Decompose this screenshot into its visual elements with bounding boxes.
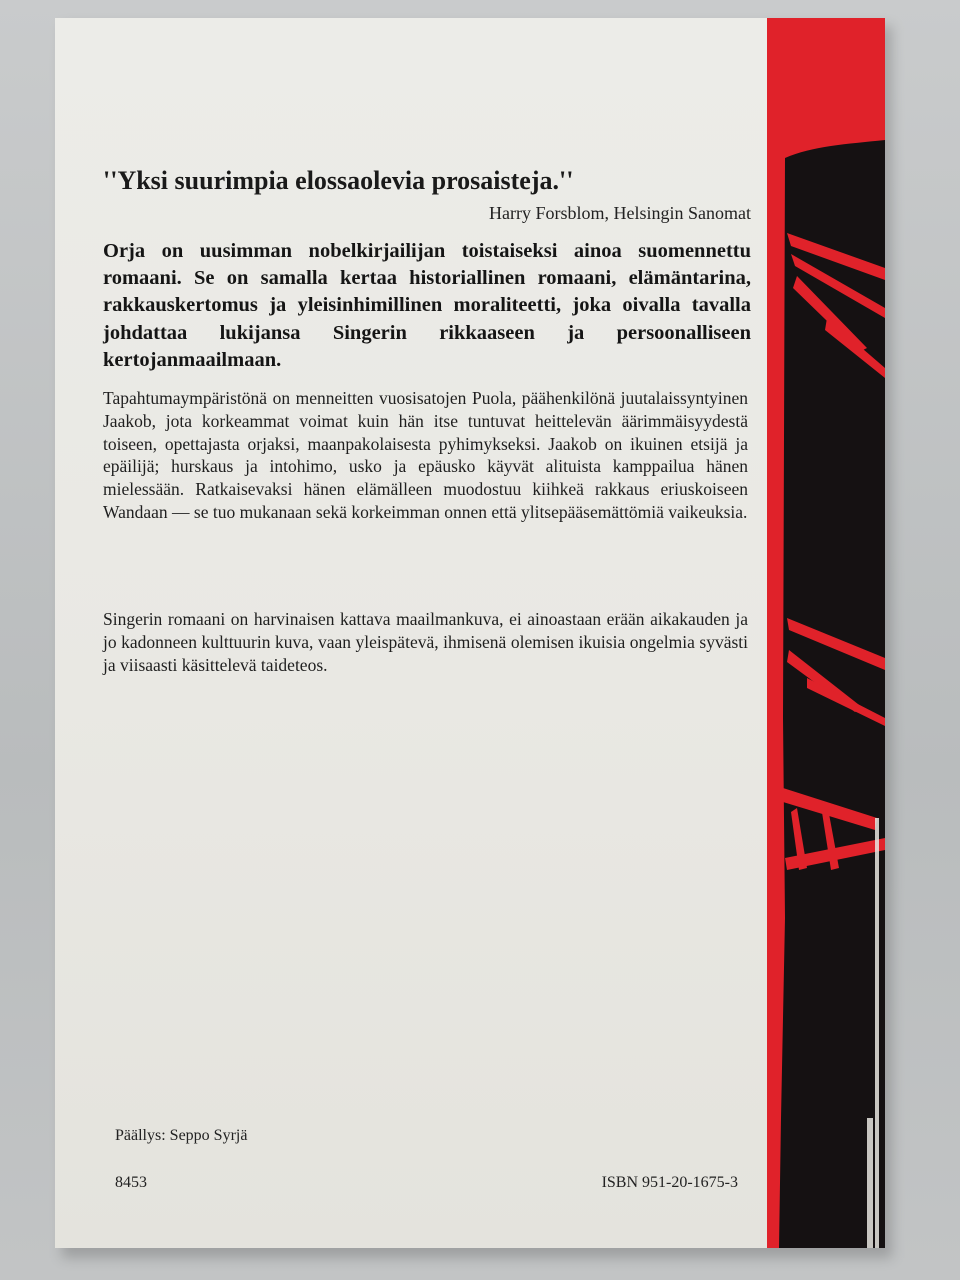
- review-quote: ''Yksi suurimpia elossaolevia prosaisteja.'': [103, 166, 574, 195]
- cover-credit: Päällys: Seppo Syrjä: [115, 1127, 248, 1144]
- lead-paragraph: Orja on uusimman nobelkirjailijan toistaiseksi ainoa suomennettu romaani. Se on samalla kertaa historiallinen romaani, elämäntarina, rakkauskertomus ja yleisinhimillinen moraliteetti, joka oivalla tavalla johdattaa lukijansa Singerin rikkaaseen ja persoonalliseen kertojanmaailmaan.: [103, 240, 751, 371]
- catalog-number: 8453: [115, 1174, 147, 1191]
- closing-paragraph: Singerin romaani on harvinaisen kattava maailmankuva, ei ainoastaan erään aikakauden ja jo kadonneen kulttuurin kuva, vaan yleispätevä, ihmisenä olemisen ikuisia ongelmia syvästi ja viisaasti käsittelevä taideteos.: [103, 609, 748, 675]
- spine-artwork: [767, 18, 885, 1248]
- cover-text-area: [103, 0, 753, 1280]
- quote-attribution: Harry Forsblom, Helsingin Sanomat: [489, 203, 751, 223]
- isbn-number: ISBN 951-20-1675-3: [601, 1174, 738, 1191]
- synopsis-paragraph: Tapahtumaympäristönä on menneitten vuosisatojen Puola, päähenkilönä juutalaissyntyinen Jaakob, jota korkeammat voimat kuin hän itse tuntuvat heittelevän äärimmäisyydestä toiseen, opettajasta orjaksi, maanpakolaisesta pyhimykseksi. Jaakob on ikuinen etsijä ja epäilijä; hurskaus ja intohimo, usko ja epäusko käyvät alituista kamppailua hänen mielessään. Ratkaisevaksi hänen elämälleen muodostuu kiihkeä rakkaus eriuskoiseen Wandaan — se tuo mukanaan sekä korkeimman onnen että ylitsepääsemättömiä vaikeuksia.: [103, 388, 748, 522]
